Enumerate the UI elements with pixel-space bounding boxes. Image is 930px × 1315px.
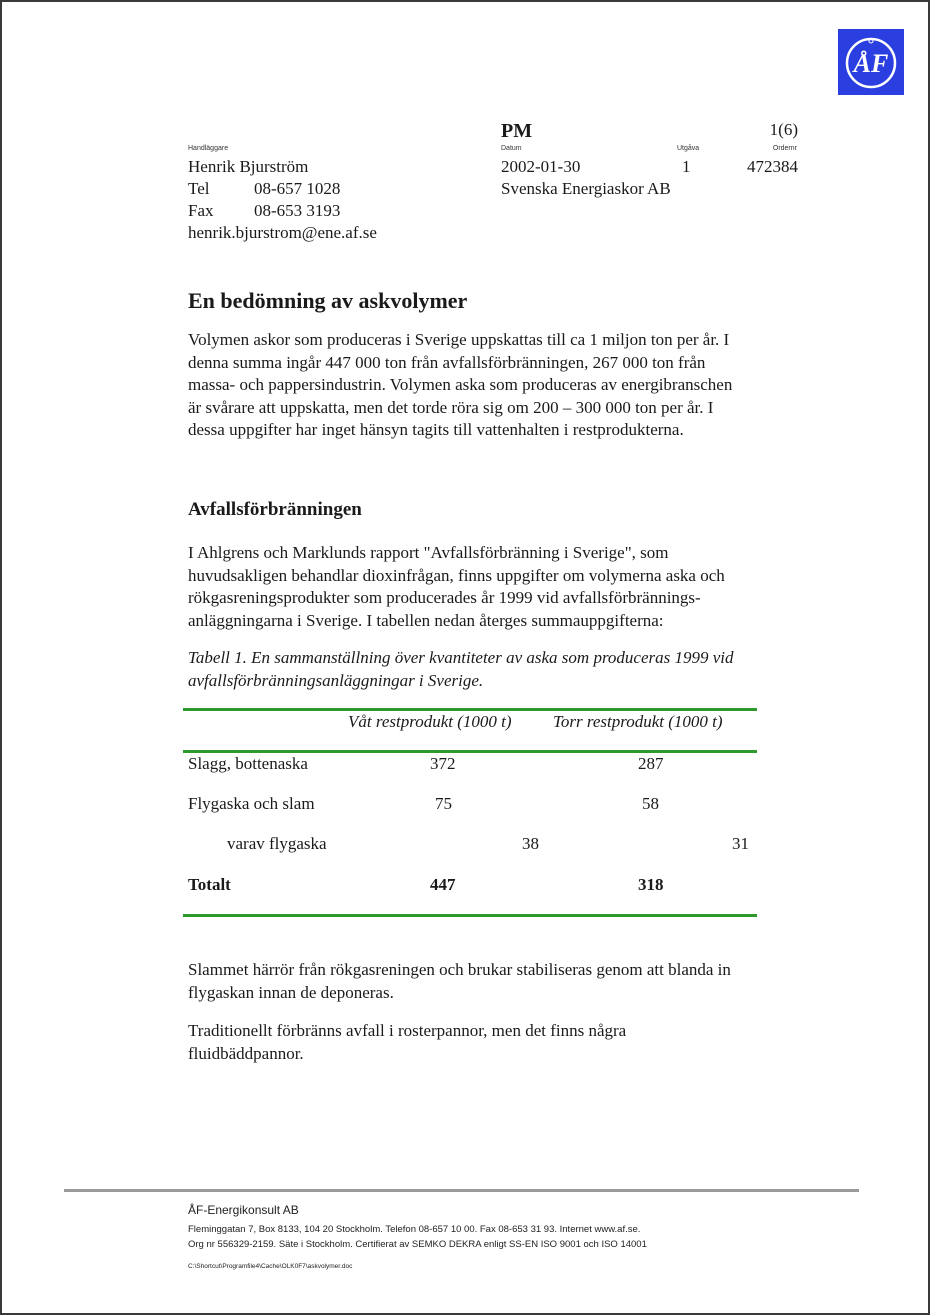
table-header-rule bbox=[183, 750, 757, 753]
row-dry-value: 287 bbox=[638, 754, 664, 773]
section-heading-avfallsforbranningen: Avfallsförbränningen bbox=[188, 499, 362, 520]
caption-line: avfallsförbränningsanläggningar i Sverige. bbox=[188, 670, 484, 690]
roster-paragraph bbox=[188, 1020, 828, 1065]
paragraph-line: dessa uppgifter har inget hänsyn tagits till vattenhalten i restprodukterna. bbox=[188, 420, 684, 439]
footer-company: ÅF-Energikonsult AB bbox=[188, 1203, 299, 1217]
section-heading-askvolymer: En bedömning av askvolymer bbox=[188, 288, 468, 313]
fax-label: Fax bbox=[188, 201, 214, 220]
row-dry-value: 31 bbox=[732, 834, 749, 853]
table-header-dry: Torr restprodukt (1000 t) bbox=[553, 712, 723, 731]
edition-value: 1 bbox=[682, 157, 691, 176]
paragraph-line: rökgasreningsprodukter som producerades år 1999 vid avfallsförbrännings- bbox=[188, 588, 701, 607]
row-dry-value: 58 bbox=[642, 794, 659, 813]
footer-file-path: C:\Shortcut\Programfile4\Cache\OLK0F7\askvolymer.doc bbox=[188, 1263, 353, 1270]
paragraph-line: är svårare att uppskatta, men det torde röra sig om 200 – 300 000 ton per år. I bbox=[188, 397, 714, 417]
paragraph-line: I Ahlgrens och Marklunds rapport "Avfallsförbränning i Sverige", som bbox=[188, 543, 669, 562]
footer-address: Fleminggatan 7, Box 8133, 104 20 Stockholm. Telefon 08-657 10 00. Fax 08-653 31 93. Internet www.af.se. bbox=[188, 1224, 641, 1235]
table-top-rule bbox=[183, 708, 757, 711]
row-wet-value: 75 bbox=[435, 794, 452, 813]
table-caption bbox=[188, 647, 734, 692]
paragraph-line: anläggningarna i Sverige. I tabellen nedan återges summauppgifterna: bbox=[188, 610, 664, 630]
tel-value: 08-657 1028 bbox=[254, 179, 341, 198]
date-label: Datum bbox=[501, 145, 522, 152]
row-wet-value: 38 bbox=[522, 834, 539, 853]
af-logo-icon bbox=[841, 32, 901, 92]
paragraph-line: massa- och pappersindustrin. Volymen aska som produceras av energibranschen bbox=[188, 375, 733, 394]
handler-label: Handläggare bbox=[188, 145, 229, 152]
slam-paragraph bbox=[188, 959, 828, 1004]
recipient: Svenska Energiaskor AB bbox=[501, 179, 671, 198]
paragraph-line: flygaskan innan de deponeras. bbox=[188, 982, 394, 1002]
svg-text:ÅF: ÅF bbox=[853, 49, 889, 78]
section1-paragraph bbox=[188, 329, 828, 442]
paragraph-line: huvudsakligen behandlar dioxinfrågan, finns uppgifter om volymerna aska och bbox=[188, 565, 725, 585]
paragraph-line: fluidbäddpannor. bbox=[188, 1043, 304, 1063]
order-number: 472384 bbox=[747, 157, 798, 176]
order-label: Ordernr bbox=[772, 145, 797, 152]
row-wet-value: 372 bbox=[430, 754, 456, 773]
table-header-wet: Våt restprodukt (1000 t) bbox=[348, 712, 512, 731]
row-label: varav flygaska bbox=[227, 834, 327, 853]
fax-value: 08-653 3193 bbox=[254, 201, 341, 220]
paragraph-line: Traditionellt förbränns avfall i rosterpannor, men det finns några bbox=[188, 1021, 627, 1040]
doc-type: PM bbox=[501, 120, 533, 142]
row-label: Totalt bbox=[188, 875, 231, 894]
email: henrik.bjurstrom@ene.af.se bbox=[188, 223, 377, 242]
row-dry-value: 318 bbox=[638, 875, 664, 894]
page-number: 1(6) bbox=[769, 120, 798, 139]
row-label: Flygaska och slam bbox=[188, 794, 315, 813]
table-bottom-rule bbox=[183, 914, 757, 917]
section2-paragraph bbox=[188, 542, 828, 632]
date-value: 2002-01-30 bbox=[501, 157, 581, 176]
footer-org: Org nr 556329-2159. Säte i Stockholm. Certifierat av SEMKO DEKRA enligt SS-EN ISO 9001 och ISO 14001 bbox=[188, 1239, 647, 1250]
paragraph-line: Volymen askor som produceras i Sverige uppskattas till ca 1 miljon ton per år. I bbox=[188, 330, 730, 349]
paragraph-line: Slammet härrör från rökgasreningen och brukar stabiliseras genom att blanda in bbox=[188, 960, 731, 979]
handler-name: Henrik Bjurström bbox=[188, 157, 309, 176]
row-label: Slagg, bottenaska bbox=[188, 754, 308, 773]
edition-label: Utgåva bbox=[677, 145, 700, 152]
caption-line: Tabell 1. En sammanställning över kvantiteter av aska som produceras 1999 vid bbox=[188, 648, 734, 667]
row-wet-value: 447 bbox=[430, 875, 456, 894]
paragraph-line: denna summa ingår 447 000 ton från avfallsförbränningen, 267 000 ton från bbox=[188, 352, 706, 372]
tel-label: Tel bbox=[188, 179, 210, 198]
af-logo bbox=[838, 29, 904, 95]
footer-divider bbox=[64, 1189, 859, 1192]
